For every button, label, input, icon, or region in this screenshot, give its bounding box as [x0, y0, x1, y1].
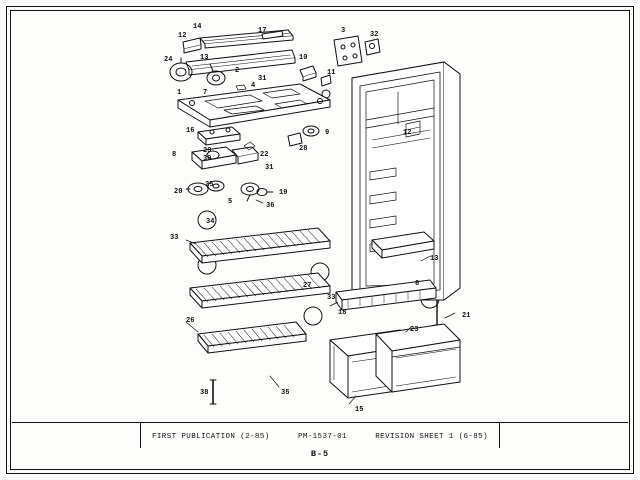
- callout-number: 27: [303, 282, 312, 290]
- callout-number: 21: [462, 312, 471, 320]
- callout-number: 19: [279, 189, 288, 197]
- revision-sheet-text: REVISION SHEET 1 (6-85): [375, 433, 488, 441]
- callout-number: 6: [415, 280, 420, 288]
- title-block: [12, 422, 628, 468]
- callout-number: 30: [203, 155, 212, 163]
- page-number: B-5: [310, 449, 330, 459]
- callout-number: 32: [370, 31, 379, 39]
- callout-number: 2: [235, 67, 240, 75]
- callout-number: 38: [200, 389, 209, 397]
- callout-number: 28: [299, 145, 308, 153]
- callout-number: 25: [205, 181, 214, 189]
- callout-number: 10: [299, 54, 308, 62]
- callout-number: 36: [266, 202, 275, 210]
- callout-number: 22: [260, 151, 269, 159]
- title-block-divider-left: [140, 423, 141, 448]
- callout-number: 24: [164, 56, 173, 64]
- callout-number: 26: [186, 317, 195, 325]
- callout-number: 12: [403, 129, 412, 137]
- callout-number: 17: [258, 27, 267, 35]
- title-block-divider-right: [499, 423, 500, 448]
- callout-number: 8: [172, 151, 177, 159]
- callout-number: 11: [327, 69, 336, 77]
- callout-number: 13: [200, 54, 209, 62]
- callout-number: 12: [178, 32, 187, 40]
- callout-number: 35: [281, 389, 290, 397]
- callout-number: 13: [430, 255, 439, 263]
- callout-number: 18: [338, 309, 347, 317]
- callout-number: 33: [327, 294, 336, 302]
- callout-number: 14: [193, 23, 202, 31]
- document-number-text: PM-1537-01: [297, 433, 347, 441]
- callout-number: 31: [258, 75, 267, 83]
- callout-number: 3: [341, 27, 346, 35]
- callout-number: 15: [355, 406, 364, 414]
- callout-number: 7: [203, 89, 208, 97]
- callout-number: 4: [251, 82, 256, 90]
- callout-number: 34: [206, 218, 215, 226]
- first-publication-text: FIRST PUBLICATION (2-85): [152, 433, 270, 441]
- callout-number: 20: [174, 188, 183, 196]
- callout-number: 16: [186, 127, 195, 135]
- callout-number: 1: [177, 89, 182, 97]
- callout-number: 33: [170, 234, 179, 242]
- callout-number: 31: [265, 164, 274, 172]
- callout-number: 23: [410, 326, 419, 334]
- callout-number: 29: [203, 147, 212, 155]
- callout-number: 9: [325, 129, 330, 137]
- callout-number: 5: [228, 198, 233, 206]
